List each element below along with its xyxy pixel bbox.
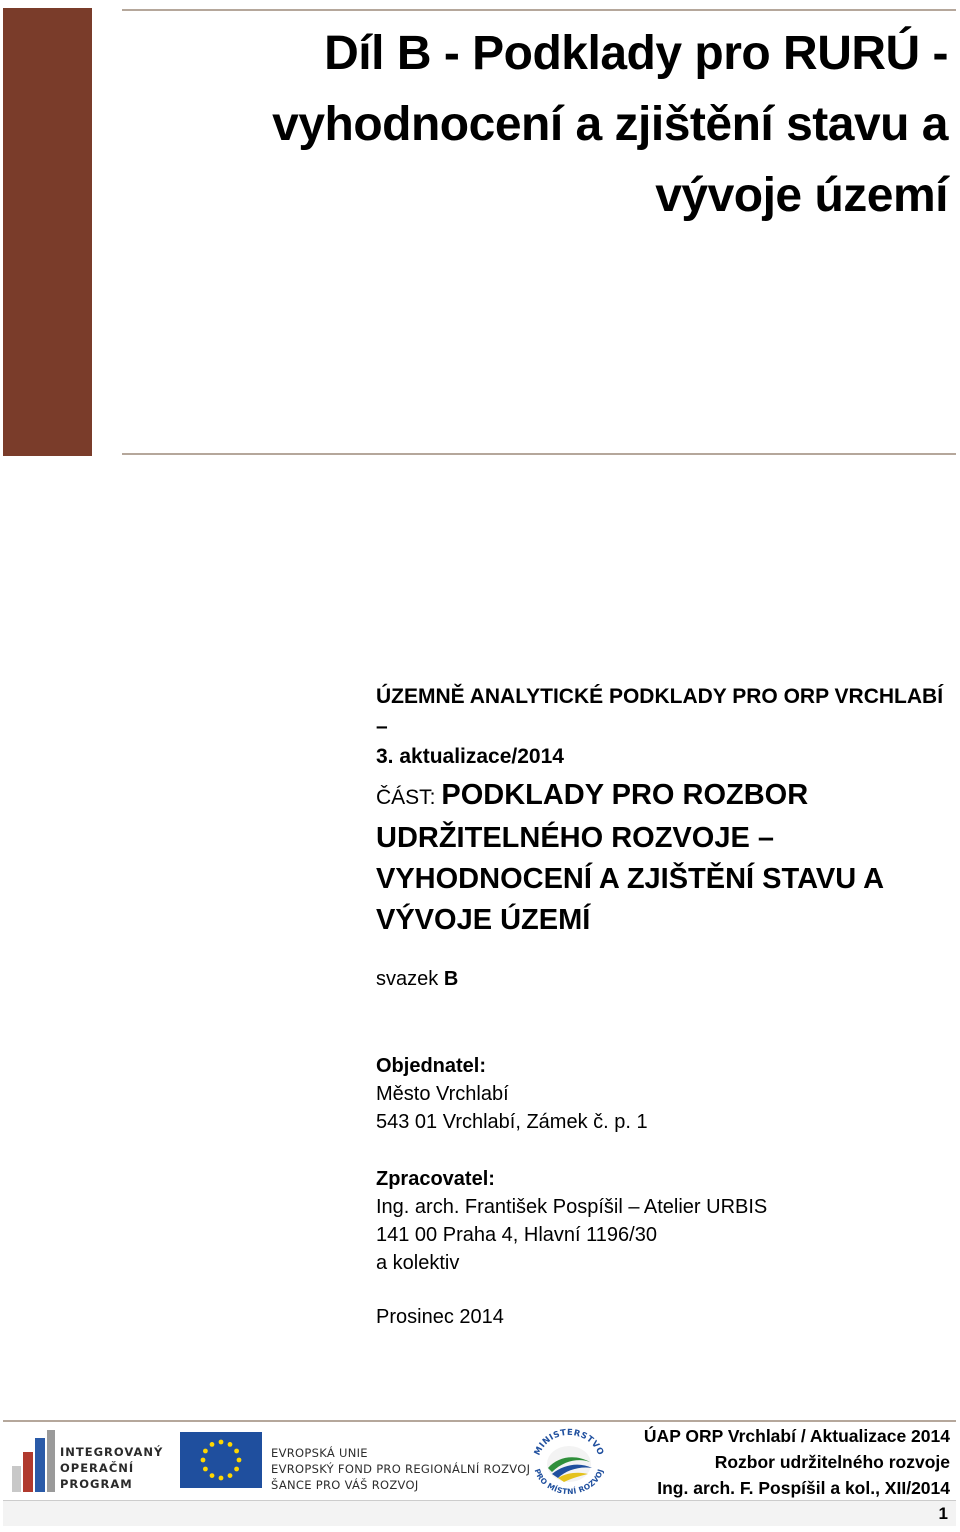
iop-line-3: PROGRAM xyxy=(60,1477,133,1491)
footer-line-3: Ing. arch. F. Pospíšil a kol., XII/2014 xyxy=(657,1478,950,1498)
title-bottom-rule xyxy=(122,453,956,455)
part-label: ČÁST: xyxy=(376,786,442,809)
volume-label-text: svazek xyxy=(376,968,444,990)
iop-line-2: OPERAČNÍ xyxy=(60,1461,135,1475)
client-block xyxy=(376,1052,956,1136)
volume-value: B xyxy=(443,968,459,990)
footer-rule xyxy=(3,1420,956,1422)
document-title xyxy=(188,18,948,231)
iop-line-1: INTEGROVANÝ xyxy=(60,1445,164,1459)
maker-address: 141 00 Praha 4, Hlavní 1196/30 xyxy=(376,1224,657,1246)
eu-text xyxy=(271,1445,530,1493)
footer-line-1: ÚAP ORP Vrchlabí / Aktualizace 2014 xyxy=(643,1426,950,1446)
decorative-side-bar xyxy=(3,8,92,456)
eu-line-3: ŠANCE PRO VÁŠ ROZVOJ xyxy=(271,1478,419,1492)
title-line-3: vývoje území xyxy=(655,169,948,222)
footer-info xyxy=(644,1423,950,1501)
client-name: Město Vrchlabí xyxy=(376,1083,509,1105)
client-heading: Objednatel: xyxy=(376,1055,487,1077)
maker-team: a kolektiv xyxy=(376,1252,460,1274)
part-line-2: UDRŽITELNÉHO ROZVOJE – xyxy=(376,822,774,854)
maker-block xyxy=(376,1165,956,1277)
page-number: 1 xyxy=(3,1500,956,1526)
ministry-logo-top-text: MINISTERSTVO xyxy=(532,1428,606,1458)
eu-line-1: EVROPSKÁ UNIE xyxy=(271,1446,368,1460)
eu-flag-icon xyxy=(180,1432,262,1488)
ministry-logo-bottom-text: PRO MÍSTNÍ ROZVOJ xyxy=(532,1467,606,1494)
document-subtitle xyxy=(376,682,956,772)
top-rule xyxy=(122,9,956,11)
part-line-4: VÝVOJE ÚZEMÍ xyxy=(376,904,591,936)
volume-label xyxy=(376,968,956,991)
subtitle-line-1: ÚZEMNĚ ANALYTICKÉ PODKLADY PRO ORP VRCHLABÍ – xyxy=(376,685,944,738)
document-date: Prosinec 2014 xyxy=(376,1306,504,1328)
eu-line-2: EVROPSKÝ FOND PRO REGIONÁLNÍ ROZVOJ xyxy=(271,1462,531,1476)
iop-logo xyxy=(12,1430,162,1492)
iop-bars-icon xyxy=(12,1430,56,1492)
part-line-3: VYHODNOCENÍ A ZJIŠTĚNÍ STAVU A xyxy=(376,863,885,895)
ministry-logo xyxy=(528,1428,610,1494)
title-line-1: Díl B - Podklady pro RURÚ - xyxy=(324,27,948,80)
part-heading xyxy=(376,775,956,941)
part-line-1: PODKLADY PRO ROZBOR xyxy=(441,779,809,811)
footer-line-2: Rozbor udržitelného rozvoje xyxy=(714,1452,950,1472)
subtitle-line-2: 3. aktualizace/2014 xyxy=(376,745,564,768)
maker-heading: Zpracovatel: xyxy=(376,1168,495,1190)
title-line-2: vyhodnocení a zjištění stavu a xyxy=(272,98,948,151)
maker-name: Ing. arch. František Pospíšil – Atelier URBIS xyxy=(376,1196,768,1218)
iop-text xyxy=(60,1444,163,1492)
client-address: 543 01 Vrchlabí, Zámek č. p. 1 xyxy=(376,1111,648,1133)
